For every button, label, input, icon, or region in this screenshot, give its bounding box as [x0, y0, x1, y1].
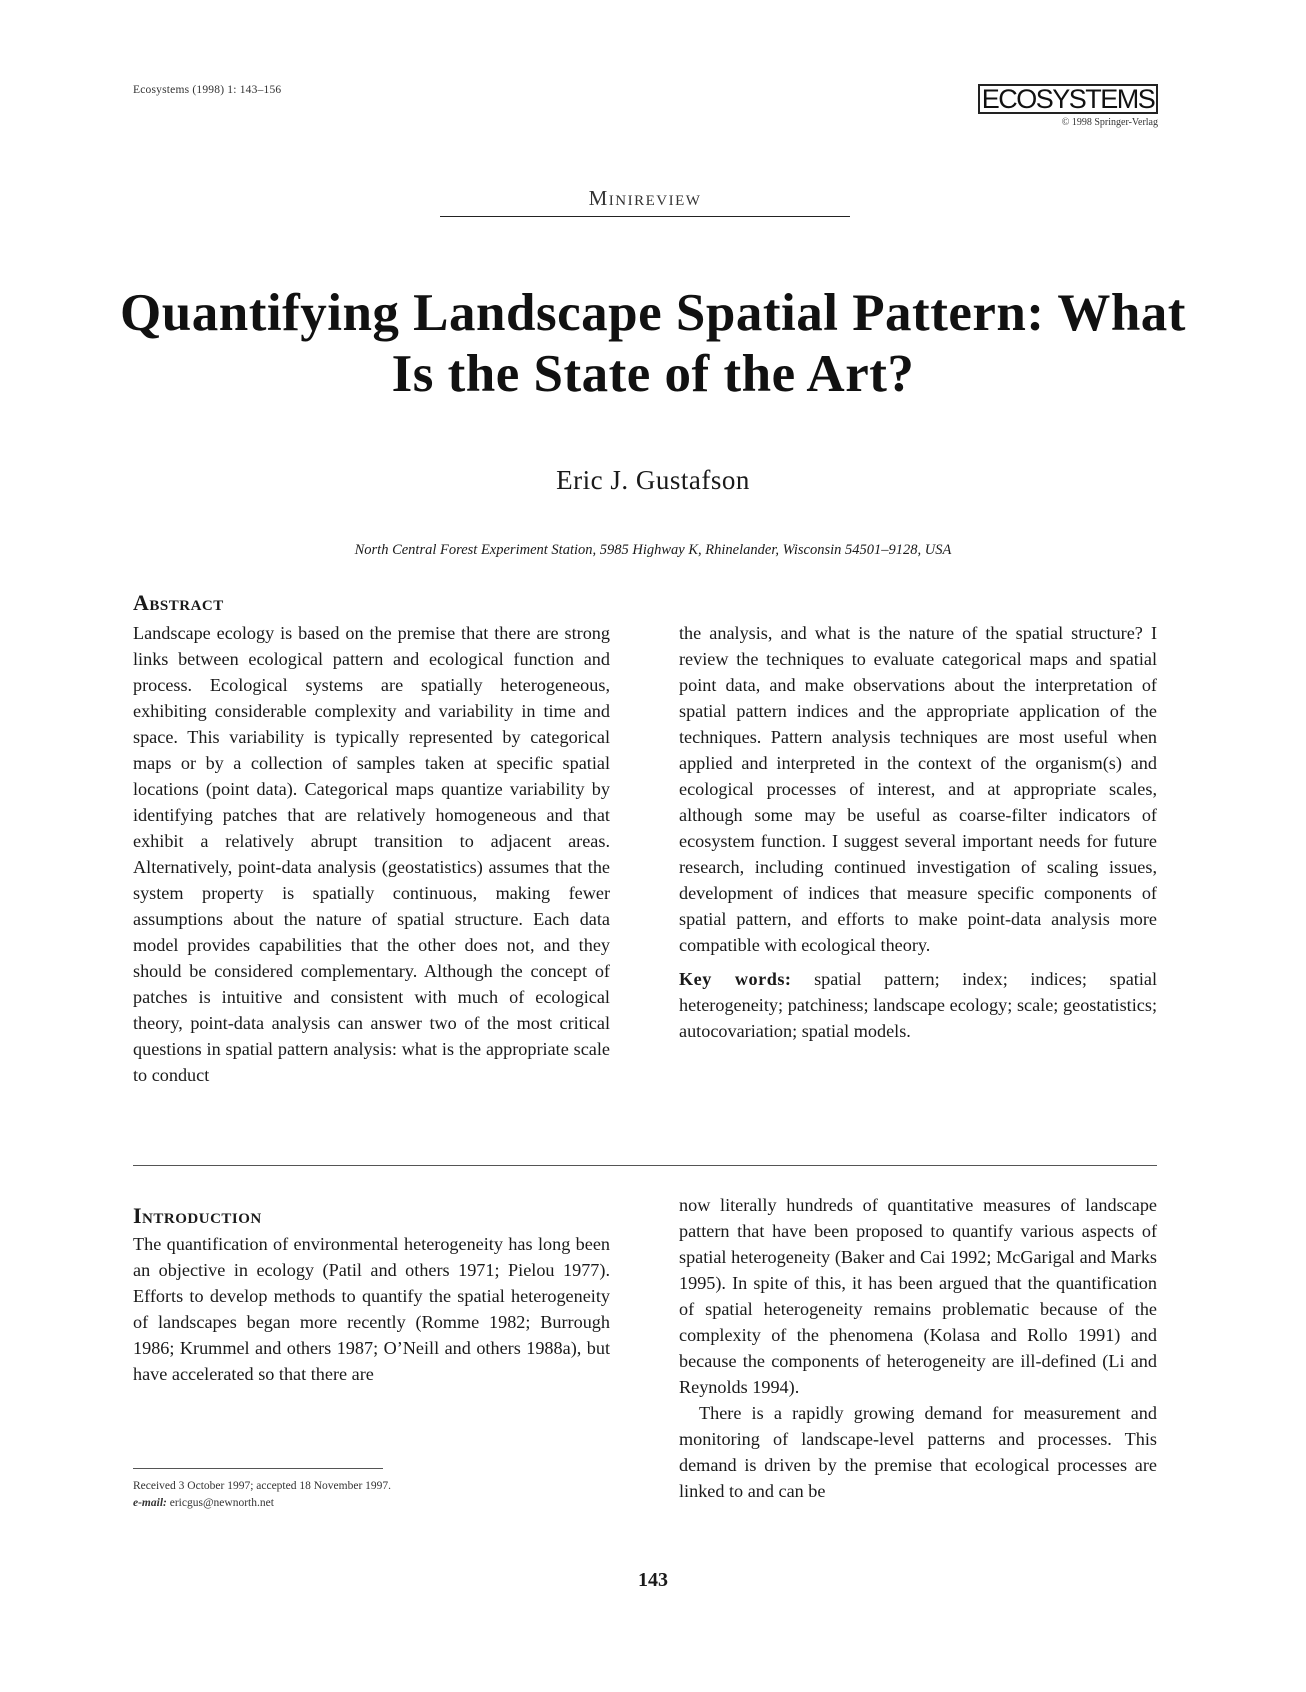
introduction-right-column [679, 1192, 1157, 1504]
copyright-line: © 1998 Springer-Verlag [1061, 117, 1158, 128]
abstract-left-column [133, 620, 610, 1088]
introduction-paragraph-2: There is a rapidly growing demand for measurement and monitoring of landscape-level patterns and processes. This demand is driven by the premise that ecological processes are linked to and can be [679, 1403, 1157, 1501]
received-dates: Received 3 October 1997; accepted 18 November 1997. [133, 1480, 392, 1492]
introduction-paragraph-1: now literally hundreds of quantitative measures of landscape pattern that have been proposed to quantify various aspects of spatial heterogeneity (Baker and Cai 1992; McGarigal and Marks 1995). In spite of this, it has been argued that the quantification of spatial heterogeneity remains problematic because of the complexity of the phenomena (Kolasa and Rollo 1991) and because the components of heterogeneity are ill-defined (Li and Reynolds 1994). [679, 1195, 1157, 1397]
section-label: Minireview [588, 186, 702, 210]
abstract-divider [133, 1165, 1157, 1166]
keywords-label: Key words: [679, 969, 792, 989]
introduction-heading: Introduction [133, 1203, 262, 1228]
email-address: ericgus@newnorth.net [169, 1497, 274, 1509]
abstract-heading: Abstract [133, 590, 224, 615]
keywords [679, 966, 1157, 1044]
email-label: e-mail: [133, 1497, 167, 1509]
page-number: 143 [638, 1569, 668, 1591]
abstract-text-right: the analysis, and what is the nature of the spatial structure? I review the techniques to evaluate categorical maps and spatial point data, and make observations about the interpretation of spatial pattern indices and the appropriate application of the techniques. Pattern analysis techniques are most useful when applied and interpreted in the context of the organism(s) and ecological processes of interest, and at appropriate scales, although some may be useful as coarse-filter indicators of ecosystem function. I suggest several important needs for future research, including continued investigation of scaling issues, development of indices that measure specific components of spatial pattern, and efforts to make point-data analysis more compatible with ecological theory. [679, 623, 1157, 955]
introduction-text-left: The quantification of environmental heterogeneity has long been an objective in ecology (Patil and others 1971; Pielou 1977). Efforts to develop methods to quantify the spatial heterogeneity of landscapes began more recently (Romme 1982; Burrough 1986; Krummel and others 1987; O’Neill and others 1988a), but have accelerated so that there are [133, 1234, 610, 1384]
keywords-list: spatial pattern; index; indices; spatial heterogeneity; patchiness; landscape ecology; scale; geostatistics; autocovariation; spatial models. [679, 969, 1158, 1041]
section-label-rule [440, 216, 850, 217]
footnote-rule [133, 1468, 383, 1469]
introduction-left-column [133, 1231, 610, 1387]
abstract-right-column [679, 620, 1157, 1044]
article-title: Quantifying Landscape Spatial Pattern: What Is the State of the Art? [120, 284, 1186, 403]
footnote [133, 1478, 633, 1512]
author-affiliation: North Central Forest Experiment Station, 5985 Highway K, Rhinelander, Wisconsin 54501–9128, USA [354, 542, 952, 558]
running-header-citation: Ecosystems (1998) 1: 143–156 [133, 84, 282, 96]
author-email [133, 1495, 633, 1512]
author-name: Eric J. Gustafson [556, 465, 750, 495]
journal-logo: ECOSYSTEMS [978, 84, 1158, 114]
abstract-text-left: Landscape ecology is based on the premise that there are strong links between ecological pattern and ecological function and process. Ecological systems are spatially heterogeneous, exhibiting considerable complexity and variability in time and space. This variability is typically represented by categorical maps or by a collection of samples taken at specific spatial locations (point data). Categorical maps quantize variability by identifying patches that are relatively homogeneous and that exhibit a relatively abrupt transition to adjacent areas. Alternatively, point-data analysis (geostatistics) assumes that the system property is spatially continuous, making fewer assumptions about the nature of spatial structure. Each data model provides capabilities that the other does not, and they should be considered complementary. Although the concept of patches is intuitive and consistent with much of ecological theory, point-data analysis can answer two of the most critical questions in spatial pattern analysis: what is the appropriate scale to conduct [133, 623, 610, 1085]
